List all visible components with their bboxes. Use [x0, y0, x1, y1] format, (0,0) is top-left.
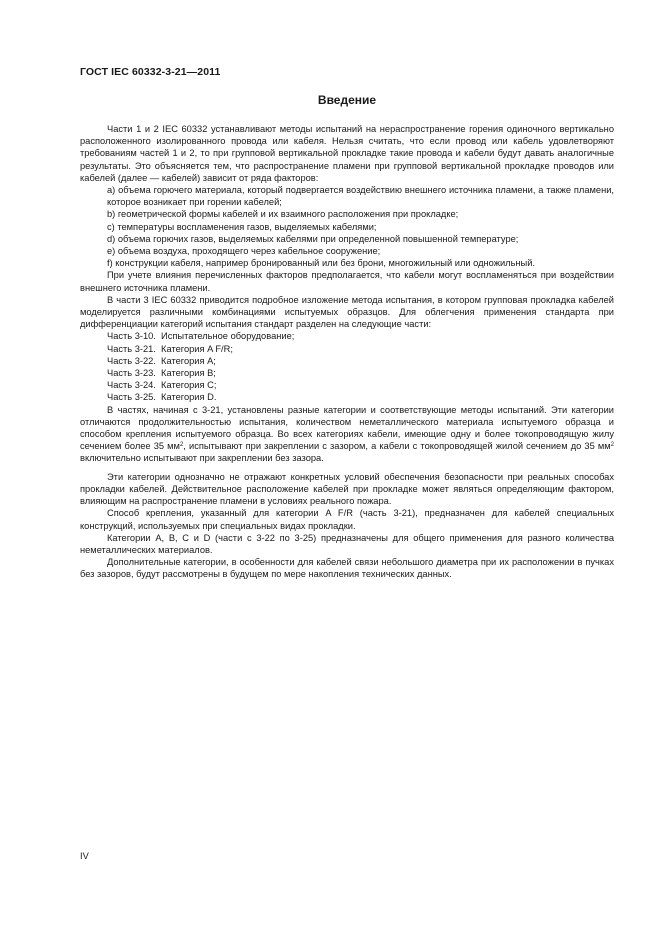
paragraph-2: При учете влияния перечисленных факторов предполагается, что кабели могут воспламеняться при воздействии внешнего источника пламени. — [80, 270, 614, 293]
part-3-10: Часть 3-10. Испытательное оборудование; — [107, 331, 295, 342]
paragraph-1: Части 1 и 2 IEC 60332 устанавливают методы испытаний на нераспространение горения одиночного вертикально расположенного изолированного провода или кабеля. Нельзя считать, что если провод или кабель удовлетворяют требованиям частей 1 и 2, то при групповой вертикальной прокладке такие провода и кабели будут давать аналогичные результаты. Это объясняется тем, что распространение пламени при групповой вертикальной прокладке проводов или кабелей (далее — кабелей) зависит от ряда факторов: — [80, 124, 614, 183]
factor-f: f) конструкции кабеля, например бронированный или без брони, многожильный или одножильный. — [107, 258, 536, 269]
superscript-2: 2 — [610, 442, 614, 449]
factor-c: c) температуры воспламенения газов, выделяемых кабелями; — [107, 221, 377, 232]
factor-b: b) геометрической формы кабелей и их взаимного расположения при прокладке; — [107, 209, 459, 220]
paragraph-4-text-a: В частях, начиная с 3-21, установлены разные категории и соответствующие методы испытаний. Эти категории отличаются продолжительностью испытания, количеством неметаллического материала испытуемого образца и способом крепления испытуемого образца. Во всех категориях кабели, имеющие одну и более токопроводящую жилу сечением более 35 мм — [80, 404, 614, 452]
introduction-body — [80, 123, 614, 581]
paragraph-7: Категории A, B, C и D (части с 3-22 по 3-25) предназначены для общего применения для разного количества неметаллических материалов. — [80, 532, 614, 555]
part-3-25: Часть 3-25. Категория D. — [107, 392, 217, 403]
part-3-23: Часть 3-23. Категория B; — [107, 368, 216, 379]
part-3-22: Часть 3-22. Категория A; — [107, 355, 216, 366]
paragraph-5: Эти категории однозначно не отражают конкретных условий обеспечения безопасности при реальных способах прокладки кабелей. Действительное расположение кабелей при прокладке может являться определяющим фактором, влияющим на распространение пламени в условиях реального пожара. — [80, 471, 614, 507]
paragraph-3: В части 3 IEC 60332 приводится подробное изложение метода испытания, в котором групповая прокладка кабелей моделируется различными комбинациями испытуемых образцов. Для облегчения применения стандарта при дифференциации категорий испытания стандарт разделен на следующие части: — [80, 294, 614, 330]
factor-d: d) объема горючих газов, выделяемых кабелями при определенной повышенной температуре; — [107, 233, 519, 244]
superscript-2: 2 — [179, 442, 184, 449]
factor-e: e) объема воздуха, проходящего через кабельное сооружение; — [107, 246, 381, 257]
paragraph-4-text-b: , испытывают при закреплении с зазором, а кабели с токопроводящей жилой сечением до 35 мм — [183, 441, 611, 452]
part-3-21: Часть 3-21. Категория A F/R; — [107, 343, 233, 354]
document-header: ГОСТ IEC 60332-3-21—2011 — [80, 66, 221, 78]
part-3-24: Часть 3-24. Категория C; — [107, 380, 217, 391]
paragraph-6: Способ крепления, указанный для категории A F/R (часть 3-21), предназначен для кабелей специальных конструкций, используемых при специальных видах прокладки. — [80, 508, 614, 531]
paragraph-4 — [80, 404, 614, 465]
factor-a: a) объема горючего материала, который подвергается воздействию внешнего источника пламени, а также пламени, которое возникает при горении кабелей; — [107, 185, 614, 208]
paragraph-8: Дополнительные категории, в особенности для кабелей связи небольшого диаметра при их расположении в пучках без зазоров, будут рассмотрены в будущем по мере накопления технических данных. — [80, 557, 614, 580]
paragraph-4-text-c: включительно испытывают при закреплении без зазора. — [80, 453, 324, 464]
page-number: IV — [80, 851, 89, 861]
section-title: Введение — [317, 93, 377, 107]
